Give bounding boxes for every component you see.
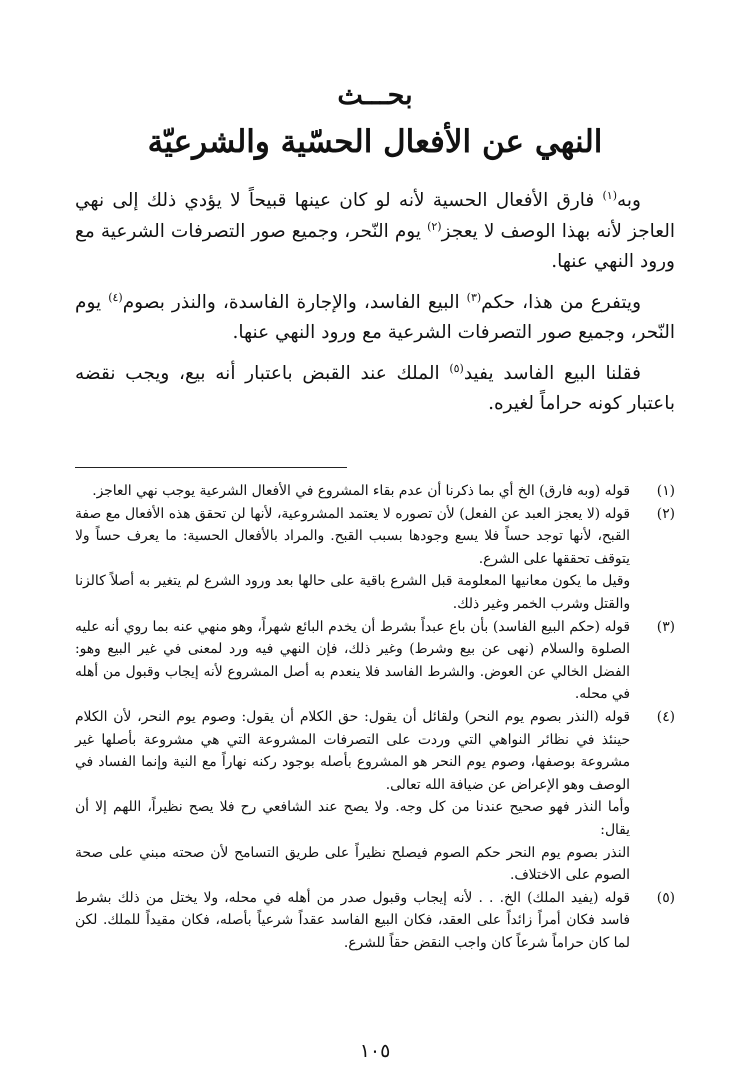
footnote-ref[interactable]: (٤) xyxy=(108,290,123,304)
text-run: البيع الفاسد، والإجارة الفاسدة، والنذر بصوم xyxy=(122,291,467,313)
footnote-paragraph: وأما النذر فهو صحيح عندنا من كل وجه. ولا يصح عند الشافعي رح فلا يصح نظيراً، اللهم إلا أن يقال: xyxy=(75,799,630,838)
text-run: يوم النّحر، وجميع صور التصرفات الشرعية مع ورود النهي عنها. xyxy=(75,220,675,272)
footnote-paragraph: قوله (حكم البيع الفاسد) بأن باع عبداً بشرط أن يخدم البائع شهراً، وهو منهي عنه بما روي أنه عليه الصلوة والسلام (نهى عن بيع وشرط) وغير ذلك، فإن النهي فيه ورد لمعنى في غير البيع وهو: الفضل الخالي عن العوض. والشرط الفاسد فلا ينعدم به أصل المشروع لأنه إيجاب وقبول من أهله في محله. xyxy=(75,618,630,703)
footnote-number: (٤) xyxy=(656,708,675,725)
footnote xyxy=(75,887,675,955)
footnotes xyxy=(75,480,675,954)
text-run: الملك عند القبض باعتبار أنه بيع، ويجب نقضه باعتبار كونه حراماً لغيره. xyxy=(75,362,675,414)
footnote-ref[interactable]: (١) xyxy=(602,188,617,202)
page-number: ١٠٥ xyxy=(359,1040,391,1062)
footnote-paragraph: قوله (يفيد الملك) الخ. . . لأنه إيجاب وقبول صدر من أهله في محله، ولا يختل من ذلك بشرط فاسد فكان أمراً زائداً على العقد، فكان البيع الفاسد عقداً شرعياً بأصله، فكان مقيداً للملك. لكن لما كان حراماً شرعاً كان واجب النقض حقاً للشرع. xyxy=(75,889,630,951)
text-run: فارق الأفعال الحسية لأنه لو كان عينها قبيحاً لا يؤدي ذلك إلى نهي العاجز لأنه بهذا الوصف لا يعجز xyxy=(75,190,675,242)
footnote-ref[interactable]: (٣) xyxy=(466,290,482,304)
footnote-number: (٣) xyxy=(656,618,675,635)
body-paragraph xyxy=(75,288,675,349)
section-heading: بحـــث xyxy=(337,80,413,111)
footnote-paragraph: قوله (النذر بصوم يوم النحر) ولقائل أن يقول: حق الكلام أن يقول: وصوم يوم النحر، لأن الكلام حينئذ في نظائر النواهي التي وردت على التصرفات المشروعة التي هي مشروعة بأصلها غير مشروعة بوصفها، وصوم يوم النحر هو المشروع بأصله بوجود ركنه نهاراً مع النية وإنما الفساد في الوصف وهو الإعراض عن ضيافة الله تعالى. xyxy=(75,708,630,793)
footnote xyxy=(75,706,675,887)
footnote xyxy=(75,480,675,503)
footnote-separator xyxy=(75,467,347,468)
section-title: النهي عن الأفعال الحسّية والشرعيّة xyxy=(147,124,603,160)
text-run: فقلنا البيع الفاسد يفيد xyxy=(463,362,642,384)
footnote-paragraph: قوله (وبه فارق) الخ أي بما ذكرنا أن عدم بقاء المشروع في الأفعال الشرعية يوجب نهي العاجز. xyxy=(92,483,630,499)
body-paragraph xyxy=(75,359,675,420)
footnote-body xyxy=(75,503,630,616)
footnote-number: (٢) xyxy=(656,505,675,522)
text-run: وبه xyxy=(616,190,641,211)
footnote-body xyxy=(75,887,630,955)
text-run: يوم النّحر، وجميع صور التصرفات الشرعية مع ورود النهي عنها. xyxy=(75,291,675,343)
footnote-ref[interactable]: (٢) xyxy=(427,219,442,233)
footnote-paragraph: قوله (لا يعجز العبد عن الفعل) لأن تصوره لا يعتمد المشروعية، لأنها لن تحقق هذه الأفعال مع صفة القبح، لأنها توجد حساً فلا يسع وجودها بسبب القبح. والمراد بالأفعال الحسية: ما يعرف حساً ولا يتوقف تحققها على الشرع. xyxy=(75,505,630,567)
footnote-paragraph: النذر بصوم يوم النحر حكم الصوم فيصلح نظيراً على طريق التسامح لأن صحته مبني على صحة الصوم على الاختلاف. xyxy=(75,844,630,884)
footnote-number: (٥) xyxy=(656,889,675,906)
footnote xyxy=(75,503,675,616)
footnote xyxy=(75,616,675,706)
footnote-body xyxy=(75,480,630,503)
footnote-body xyxy=(75,616,630,706)
footnote-number: (١) xyxy=(656,483,675,499)
footnote-body xyxy=(75,706,630,887)
footnote-paragraph: وقيل ما يكون معانيها المعلومة قبل الشرع باقية على حالها بعد ورود الشرع لم يتغير به أصلاً كالزنا والقتل وشرب الخمر وغير ذلك. xyxy=(75,573,630,612)
body-paragraph xyxy=(75,186,675,278)
footnote-ref[interactable]: (٥) xyxy=(449,361,464,375)
main-text xyxy=(75,186,675,430)
text-run: ويتفرع من هذا، حكم xyxy=(481,291,642,313)
